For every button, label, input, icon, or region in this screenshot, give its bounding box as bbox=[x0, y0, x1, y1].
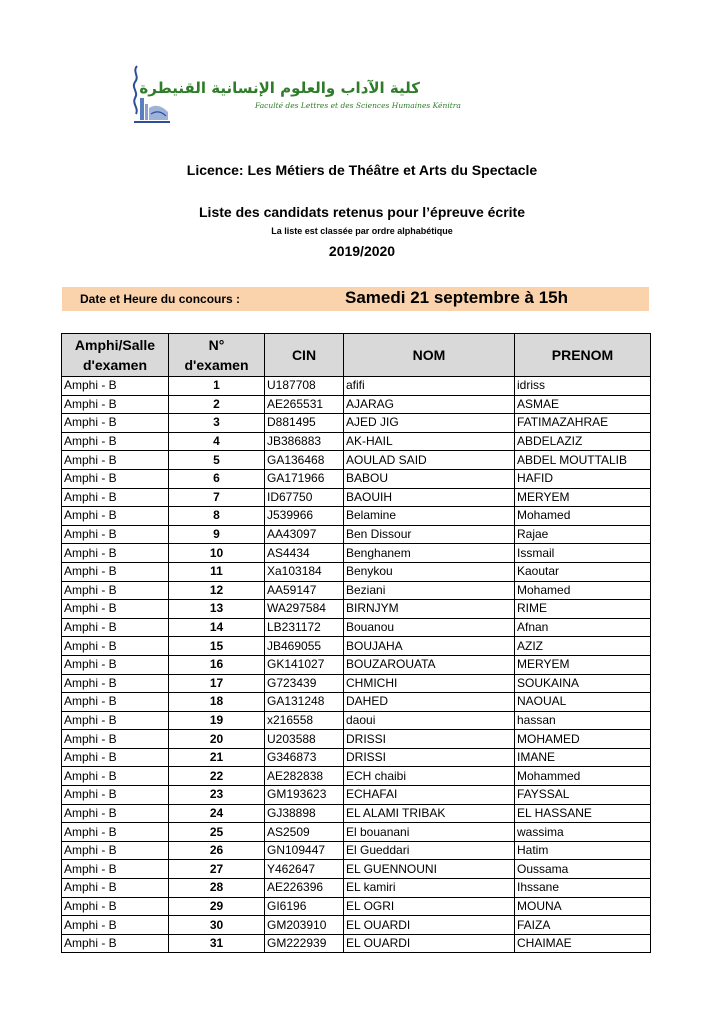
faculty-name-arabic: كلية الآداب والعلوم الإنسانية القنيطرة bbox=[139, 79, 420, 97]
cell-cin: AE265531 bbox=[265, 395, 344, 414]
cell-prenom: FAIZA bbox=[515, 916, 651, 935]
table-row bbox=[62, 879, 651, 898]
cell-cin: AS2509 bbox=[265, 823, 344, 842]
cell-nom: Benghanem bbox=[344, 544, 515, 563]
cell-exam-number: 12 bbox=[169, 581, 265, 600]
table-row bbox=[62, 804, 651, 823]
cell-prenom: EL HASSANE bbox=[515, 804, 651, 823]
cell-cin: U203588 bbox=[265, 730, 344, 749]
table-row bbox=[62, 897, 651, 916]
header-room bbox=[62, 334, 169, 377]
cell-cin: JB469055 bbox=[265, 637, 344, 656]
cell-nom: El bouanani bbox=[344, 823, 515, 842]
cell-prenom: Mohamed bbox=[515, 507, 651, 526]
cell-cin: GA131248 bbox=[265, 693, 344, 712]
cell-prenom: ABDEL MOUTTALIB bbox=[515, 451, 651, 470]
cell-prenom: Mohamed bbox=[515, 581, 651, 600]
cell-nom: Ben Dissour bbox=[344, 525, 515, 544]
cell-cin: U187708 bbox=[265, 377, 344, 396]
cell-room: Amphi - B bbox=[62, 860, 169, 879]
faculty-name-french: Faculté des Lettres et des Sciences Humaines Kénitra bbox=[255, 101, 461, 110]
cell-exam-number: 4 bbox=[169, 432, 265, 451]
cell-exam-number: 10 bbox=[169, 544, 265, 563]
cell-prenom: hassan bbox=[515, 711, 651, 730]
table-row bbox=[62, 860, 651, 879]
candidates-table bbox=[61, 333, 651, 953]
cell-cin: G346873 bbox=[265, 748, 344, 767]
table-row bbox=[62, 562, 651, 581]
cell-exam-number: 31 bbox=[169, 934, 265, 953]
cell-nom: Beziani bbox=[344, 581, 515, 600]
table-row bbox=[62, 655, 651, 674]
header-room-line1: Amphi/Salle bbox=[74, 337, 156, 353]
table-row bbox=[62, 451, 651, 470]
cell-cin: GK141027 bbox=[265, 655, 344, 674]
cell-prenom: IMANE bbox=[515, 748, 651, 767]
cell-cin: GM222939 bbox=[265, 934, 344, 953]
exam-date-banner bbox=[62, 287, 649, 311]
cell-cin: GJ38898 bbox=[265, 804, 344, 823]
header-nom: NOM bbox=[344, 334, 515, 377]
cell-exam-number: 26 bbox=[169, 841, 265, 860]
cell-room: Amphi - B bbox=[62, 581, 169, 600]
cell-nom: DRISSI bbox=[344, 748, 515, 767]
cell-cin: WA297584 bbox=[265, 600, 344, 619]
table-row bbox=[62, 525, 651, 544]
exam-date-label: Date et Heure du concours : bbox=[80, 292, 241, 306]
cell-room: Amphi - B bbox=[62, 655, 169, 674]
cell-prenom: SOUKAINA bbox=[515, 674, 651, 693]
cell-nom: DAHED bbox=[344, 693, 515, 712]
cell-room: Amphi - B bbox=[62, 414, 169, 433]
cell-nom: daoui bbox=[344, 711, 515, 730]
cell-room: Amphi - B bbox=[62, 786, 169, 805]
header-room-line2: d'examen bbox=[82, 357, 148, 373]
cell-cin: J539966 bbox=[265, 507, 344, 526]
cell-nom: EL kamiri bbox=[344, 879, 515, 898]
cell-room: Amphi - B bbox=[62, 525, 169, 544]
cell-cin: LB231172 bbox=[265, 618, 344, 637]
cell-prenom: CHAIMAE bbox=[515, 934, 651, 953]
table-row bbox=[62, 414, 651, 433]
exam-date-value: Samedi 21 septembre à 15h bbox=[345, 288, 569, 307]
cell-cin: ID67750 bbox=[265, 488, 344, 507]
cell-room: Amphi - B bbox=[62, 841, 169, 860]
cell-room: Amphi - B bbox=[62, 693, 169, 712]
cell-nom: Bouanou bbox=[344, 618, 515, 637]
cell-prenom: ASMAE bbox=[515, 395, 651, 414]
cell-room: Amphi - B bbox=[62, 618, 169, 637]
cell-prenom: Ihssane bbox=[515, 879, 651, 898]
cell-exam-number: 19 bbox=[169, 711, 265, 730]
cell-room: Amphi - B bbox=[62, 488, 169, 507]
cell-prenom: NAOUAL bbox=[515, 693, 651, 712]
cell-cin: GN109447 bbox=[265, 841, 344, 860]
table-row bbox=[62, 600, 651, 619]
cell-nom: EL OGRI bbox=[344, 897, 515, 916]
cell-nom: BIRNJYM bbox=[344, 600, 515, 619]
cell-prenom: AZIZ bbox=[515, 637, 651, 656]
cell-prenom: ABDELAZIZ bbox=[515, 432, 651, 451]
cell-room: Amphi - B bbox=[62, 544, 169, 563]
cell-exam-number: 29 bbox=[169, 897, 265, 916]
cell-nom: EL GUENNOUNI bbox=[344, 860, 515, 879]
cell-cin: x216558 bbox=[265, 711, 344, 730]
cell-prenom: MERYEM bbox=[515, 488, 651, 507]
cell-nom: BAOUIH bbox=[344, 488, 515, 507]
cell-exam-number: 14 bbox=[169, 618, 265, 637]
table-row bbox=[62, 748, 651, 767]
table-row bbox=[62, 674, 651, 693]
cell-exam-number: 2 bbox=[169, 395, 265, 414]
cell-exam-number: 15 bbox=[169, 637, 265, 656]
header-num-line1: N° bbox=[208, 337, 225, 353]
cell-nom: BABOU bbox=[344, 469, 515, 488]
header-num-line2: d'examen bbox=[184, 357, 249, 373]
cell-prenom: RIME bbox=[515, 600, 651, 619]
cell-nom: AJARAG bbox=[344, 395, 515, 414]
cell-room: Amphi - B bbox=[62, 767, 169, 786]
cell-cin: GM203910 bbox=[265, 916, 344, 935]
cell-prenom: idriss bbox=[515, 377, 651, 396]
cell-nom: EL OUARDI bbox=[344, 916, 515, 935]
cell-nom: AOULAD SAID bbox=[344, 451, 515, 470]
table-row bbox=[62, 544, 651, 563]
cell-prenom: Afnan bbox=[515, 618, 651, 637]
cell-cin: GM193623 bbox=[265, 786, 344, 805]
cell-nom: BOUJAHA bbox=[344, 637, 515, 656]
cell-room: Amphi - B bbox=[62, 395, 169, 414]
cell-prenom: MERYEM bbox=[515, 655, 651, 674]
cell-nom: AK-HAIL bbox=[344, 432, 515, 451]
cell-nom: Belamine bbox=[344, 507, 515, 526]
cell-exam-number: 23 bbox=[169, 786, 265, 805]
cell-exam-number: 6 bbox=[169, 469, 265, 488]
cell-nom: ECH chaibi bbox=[344, 767, 515, 786]
table-row bbox=[62, 581, 651, 600]
cell-nom: BOUZAROUATA bbox=[344, 655, 515, 674]
cell-cin: G723439 bbox=[265, 674, 344, 693]
cell-room: Amphi - B bbox=[62, 451, 169, 470]
cell-room: Amphi - B bbox=[62, 897, 169, 916]
table-row bbox=[62, 767, 651, 786]
cell-cin: GA136468 bbox=[265, 451, 344, 470]
table-row bbox=[62, 823, 651, 842]
cell-room: Amphi - B bbox=[62, 507, 169, 526]
cell-room: Amphi - B bbox=[62, 377, 169, 396]
cell-room: Amphi - B bbox=[62, 562, 169, 581]
table-row bbox=[62, 693, 651, 712]
table-row bbox=[62, 395, 651, 414]
cell-exam-number: 11 bbox=[169, 562, 265, 581]
table-header-row bbox=[62, 334, 651, 377]
table-row bbox=[62, 841, 651, 860]
table-row bbox=[62, 618, 651, 637]
cell-exam-number: 1 bbox=[169, 377, 265, 396]
cell-exam-number: 3 bbox=[169, 414, 265, 433]
cell-exam-number: 7 bbox=[169, 488, 265, 507]
cell-room: Amphi - B bbox=[62, 469, 169, 488]
cell-prenom: Kaoutar bbox=[515, 562, 651, 581]
cell-room: Amphi - B bbox=[62, 730, 169, 749]
cell-cin: AA59147 bbox=[265, 581, 344, 600]
cell-exam-number: 24 bbox=[169, 804, 265, 823]
table-row bbox=[62, 432, 651, 451]
cell-prenom: MOUNA bbox=[515, 897, 651, 916]
cell-nom: ECHAFAI bbox=[344, 786, 515, 805]
table-row bbox=[62, 916, 651, 935]
table-row bbox=[62, 934, 651, 953]
cell-exam-number: 8 bbox=[169, 507, 265, 526]
cell-prenom: HAFID bbox=[515, 469, 651, 488]
cell-nom: EL OUARDI bbox=[344, 934, 515, 953]
table-row bbox=[62, 488, 651, 507]
cell-exam-number: 22 bbox=[169, 767, 265, 786]
cell-cin: AE226396 bbox=[265, 879, 344, 898]
cell-nom: DRISSI bbox=[344, 730, 515, 749]
cell-exam-number: 5 bbox=[169, 451, 265, 470]
table-row bbox=[62, 469, 651, 488]
cell-room: Amphi - B bbox=[62, 804, 169, 823]
cell-cin: AA43097 bbox=[265, 525, 344, 544]
cell-nom: CHMICHI bbox=[344, 674, 515, 693]
cell-nom: AJED JIG bbox=[344, 414, 515, 433]
cell-nom: El Gueddari bbox=[344, 841, 515, 860]
cell-cin: GA171966 bbox=[265, 469, 344, 488]
cell-nom: EL ALAMI TRIBAK bbox=[344, 804, 515, 823]
cell-exam-number: 27 bbox=[169, 860, 265, 879]
cell-exam-number: 16 bbox=[169, 655, 265, 674]
cell-prenom: wassima bbox=[515, 823, 651, 842]
header-prenom: PRENOM bbox=[515, 334, 651, 377]
cell-cin: D881495 bbox=[265, 414, 344, 433]
cell-prenom: Mohammed bbox=[515, 767, 651, 786]
cell-room: Amphi - B bbox=[62, 916, 169, 935]
cell-prenom: Hatim bbox=[515, 841, 651, 860]
table-row bbox=[62, 637, 651, 656]
cell-prenom: Oussama bbox=[515, 860, 651, 879]
cell-exam-number: 25 bbox=[169, 823, 265, 842]
cell-room: Amphi - B bbox=[62, 674, 169, 693]
cell-room: Amphi - B bbox=[62, 432, 169, 451]
cell-prenom: MOHAMED bbox=[515, 730, 651, 749]
cell-exam-number: 20 bbox=[169, 730, 265, 749]
cell-cin: AE282838 bbox=[265, 767, 344, 786]
header-cin: CIN bbox=[265, 334, 344, 377]
cell-room: Amphi - B bbox=[62, 823, 169, 842]
cell-cin: Xa103184 bbox=[265, 562, 344, 581]
cell-cin: AS4434 bbox=[265, 544, 344, 563]
table-row bbox=[62, 786, 651, 805]
table-row bbox=[62, 377, 651, 396]
cell-cin: JB386883 bbox=[265, 432, 344, 451]
cell-prenom: Rajae bbox=[515, 525, 651, 544]
table-row bbox=[62, 730, 651, 749]
table-row bbox=[62, 507, 651, 526]
cell-nom: afifi bbox=[344, 377, 515, 396]
cell-room: Amphi - B bbox=[62, 748, 169, 767]
cell-exam-number: 9 bbox=[169, 525, 265, 544]
cell-exam-number: 18 bbox=[169, 693, 265, 712]
cell-exam-number: 30 bbox=[169, 916, 265, 935]
cell-cin: GI6196 bbox=[265, 897, 344, 916]
cell-prenom: FAYSSAL bbox=[515, 786, 651, 805]
academic-year: 2019/2020 bbox=[328, 243, 396, 259]
list-title: Liste des candidats retenus pour l’épreuve écrite bbox=[199, 204, 525, 220]
cell-room: Amphi - B bbox=[62, 934, 169, 953]
cell-prenom: Issmail bbox=[515, 544, 651, 563]
cell-cin: Y462647 bbox=[265, 860, 344, 879]
cell-room: Amphi - B bbox=[62, 637, 169, 656]
cell-exam-number: 17 bbox=[169, 674, 265, 693]
cell-exam-number: 21 bbox=[169, 748, 265, 767]
cell-room: Amphi - B bbox=[62, 600, 169, 619]
cell-nom: Benykou bbox=[344, 562, 515, 581]
table-row bbox=[62, 711, 651, 730]
cell-room: Amphi - B bbox=[62, 879, 169, 898]
cell-prenom: FATIMAZAHRAE bbox=[515, 414, 651, 433]
cell-exam-number: 28 bbox=[169, 879, 265, 898]
cell-room: Amphi - B bbox=[62, 711, 169, 730]
sort-note: La liste est classée par ordre alphabétique bbox=[271, 226, 453, 236]
header-exam-number bbox=[169, 334, 265, 377]
licence-title: Licence: Les Métiers de Théâtre et Arts du Spectacle bbox=[186, 162, 538, 178]
cell-exam-number: 13 bbox=[169, 600, 265, 619]
